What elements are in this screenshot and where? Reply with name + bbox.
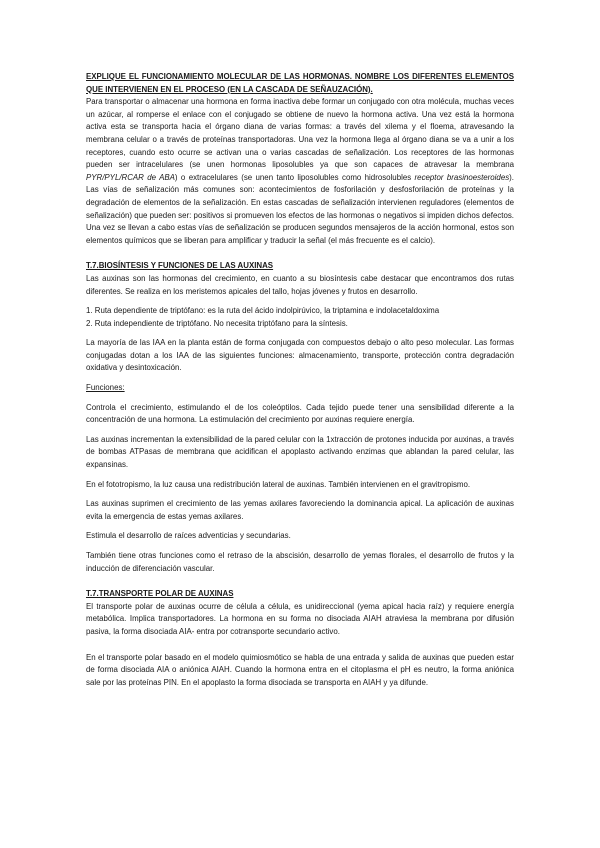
conjugated-forms-paragraph: La mayoría de las IAA en la planta están de forma conjugada con compuestos debajo o alto peso molecular. Las formas conjugadas dotan a los IAA de las siguientes funciones: almacenamiento, transporte, protección contra degradación oxidativa y desintoxicación. [86, 338, 514, 373]
route-item: 1. Ruta dependiente de triptófano: es la ruta del ácido indolpirúvico, la triptamina e indolacetaldoxima [86, 306, 440, 316]
function-paragraph: Controla el crecimiento, estimulando el de los coleóptilos. Cada tejido puede tener una sensibilidad diferente a la concentración de una hormona. La estimulación del crecimiento por auxinas requiere energía. [86, 402, 514, 425]
route-list [86, 305, 514, 330]
section-title-transporte: T.7.TRANSPORTE POLAR DE AUXINAS [86, 589, 234, 599]
answer-text-part-b: ) o extracelulares (se unen tanto liposolubles como hidrosolubles [174, 172, 415, 182]
route-item: 2. Ruta independiente de triptófano. No necesita triptófano para la síntesis. [86, 318, 348, 328]
answer-italic-receptor-aba: PYR/PYL/RCAR de ABA [86, 172, 175, 182]
chemiosmotic-paragraph: En el transporte polar basado en el modelo quimiosmótico se habla de una entrada y salida de auxinas que pueden estar de forma disociada AIA o aniónica AIAH. Cuando la hormona entra en el citoplasma el pH es neutro, la forma aniónica sale por las proteínas PIN. En el apoplasto la forma disociada se transporta en AIAH y ya difunde. [86, 652, 514, 687]
question-title: EXPLIQUE EL FUNCIONAMIENTO MOLECULAR DE LAS HORMONAS. NOMBRE LOS DIFERENTES ELEMENTOS QUE INTERVIENEN EN EL PROCESO (EN LA CASCADA DE SEÑAUZACIÓN). [86, 72, 514, 94]
function-paragraph: Las auxinas suprimen el crecimiento de las yemas axilares favoreciendo la dominancia apical. La aplicación de auxinas evita la emergencia de estas yemas axilares. [86, 499, 514, 521]
answer-text-part-c: ). Las vías de señalización más comunes son: acontecimientos de fosforilación y desfosforilación de proteínas y la degradación de elementos de la señalización. En estas cascadas de señalización intervienen reguladores (elementos de señalización) que pueden ser: positivos si promueven los efectos de las hormonas o negativos si impiden dichos defectos. Una vez se llevan a cabo estas vías de señalización se producen segundos mensajeros de la acción hormonal, estos son elementos químicos que se liberan para amplificar y traducir la señal (el más frecuente es el calcio). [86, 172, 514, 245]
function-paragraph: También tiene otras funciones como el retraso de la abscisión, desarrollo de yemas florales, el desarrollo de frutos y la inducción de diferenciación vascular. [86, 551, 514, 573]
functions-heading: Funciones: [86, 383, 125, 393]
auxinas-intro-paragraph: Las auxinas son las hormonas del crecimiento, en cuanto a su biosíntesis cabe destacar que encontramos dos rutas diferentes. Se realiza en los meristemos apicales del tallo, hojas jóvenes y frutos en desarrollo. [86, 273, 514, 296]
answer-text-part-a: Para transportar o almacenar una hormona en forma inactiva debe formar un conjugado con otra molécula, muchas veces un azúcar, al romperse el enlace con el conjugado se obtiene de nuevo la hormona activa. Una vez está la hormona activa esta se transporta hacia el órgano diana de varias formas: a través del xilema y el floema, atravesando la membrana celular o a través de proteínas transportadoras. Una vez la hormona llega al órgano diana se va a unir a los receptores, cuando esto ocurre se activan una o varias cascadas de señalización. Los receptores de las hormonas pueden ser intracelulares (se unen hormonas liposolubles ya que son capaces de atravesar la membrana [86, 97, 514, 170]
function-paragraph: Estimula el desarrollo de raíces adventicias y secundarias. [86, 531, 291, 541]
question-answer-paragraph [86, 96, 514, 247]
answer-italic-receptor-brasino: receptor brasinoesteroides [414, 172, 510, 182]
document-content [86, 71, 514, 689]
function-paragraph: Las auxinas incrementan la extensibilidad de la pared celular con la 1xtracción de protones inducida por auxinas, a través de bombas ATPasas de membrana que acidifican el apoplasto activando enzimas que ablandan la pared celular, las expansinas. [86, 434, 514, 470]
transport-paragraph: El transporte polar de auxinas ocurre de célula a célula, es unidireccional (yema apical hacia raíz) y requiere energía metabólica. Implica transportadores. La hormona en su forma no disociada AIAH atraviesa la membrana por difusión pasiva, la forma disociada AIA- entra por cotransporte secundario activo. [86, 601, 514, 636]
function-paragraph: En el fototropismo, la luz causa una redistribución lateral de auxinas. También intervienen en el gravitropismo. [86, 479, 471, 489]
section-title-biosintesis: T.7.BIOSÍNTESIS Y FUNCIONES DE LAS AUXINAS [86, 261, 274, 271]
